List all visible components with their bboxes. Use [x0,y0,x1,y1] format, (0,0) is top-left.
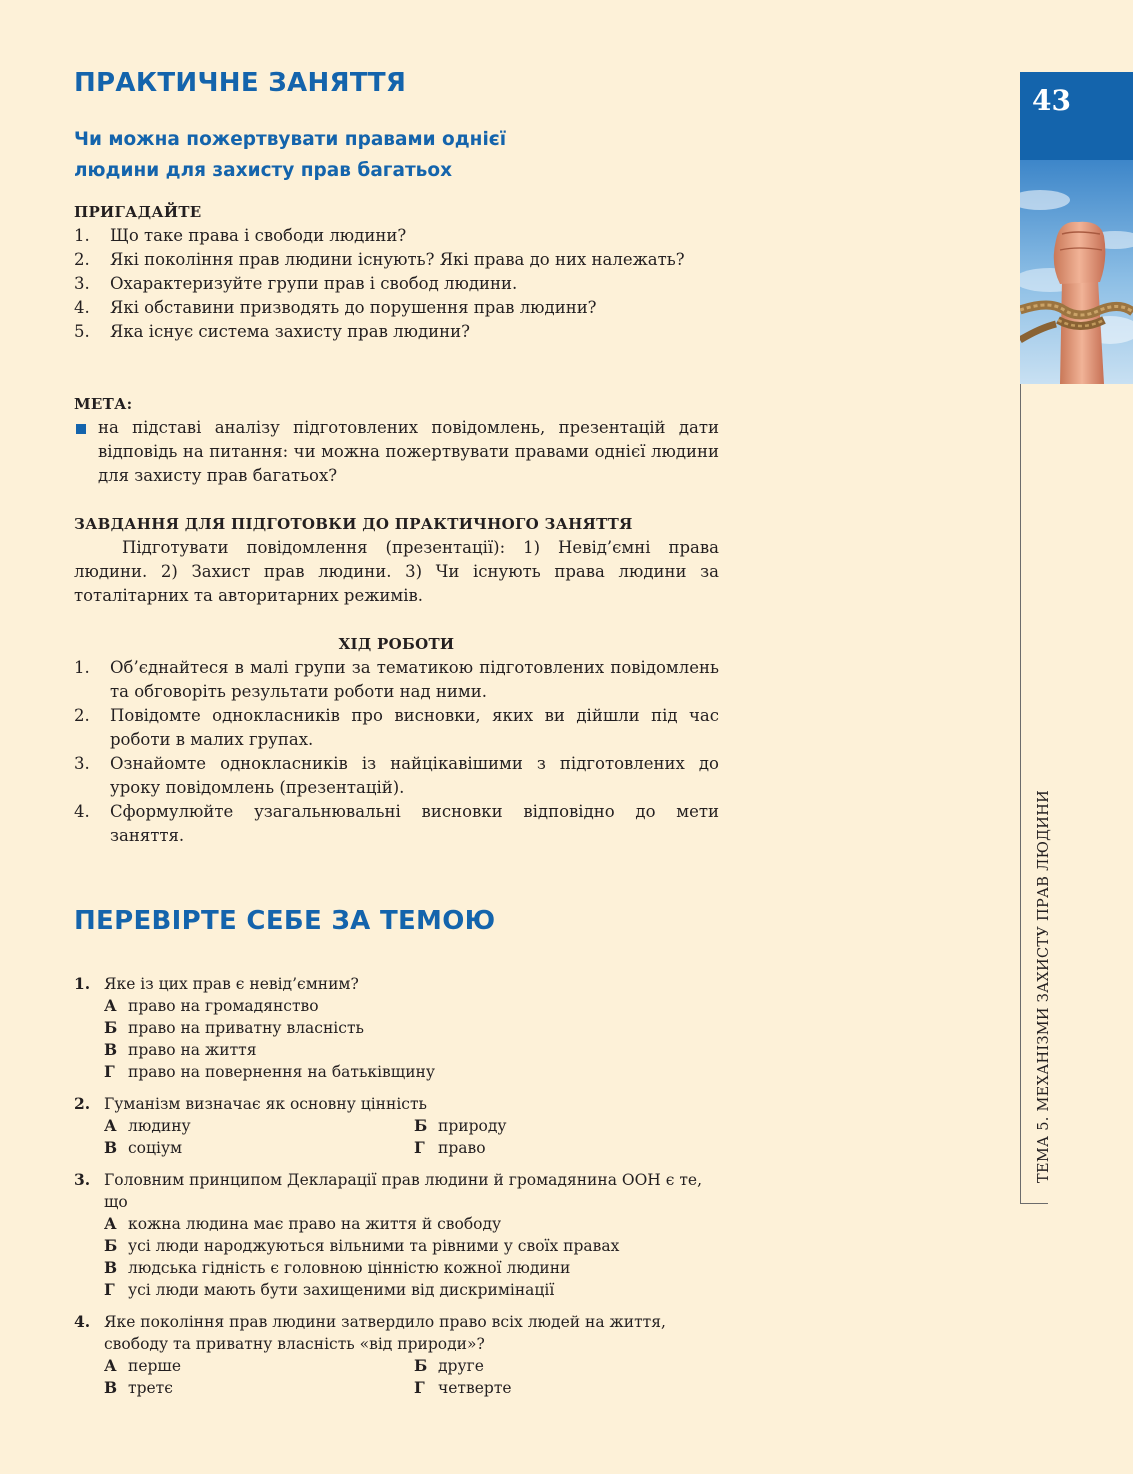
goal-label: МЕТА: [74,395,133,413]
question-text: Яке покоління прав людини затвердило право всіх людей на життя, свободу та приватну власність «від природи»? [104,1313,666,1353]
question-1: 1. Яке із цих прав є невід’ємним? А право на громадянство Б право на приватну власність В право на життя Г право на повернення на батьківщину [74,973,719,1083]
answer-option[interactable]: Б право на приватну власність [104,1018,364,1037]
square-bullet-icon [74,416,98,488]
practical-title: ПРАКТИЧНЕ ЗАНЯТТЯ [74,68,407,98]
prep-text: Підготувати повідомлення (презентації): 1) Невід’ємні права людини. 2) Захист прав людини. 3) Чи існують права людини за тоталітарних та авторитарних режимів. [74,538,719,605]
answer-option[interactable]: Г право на повернення на батьківщину [104,1062,435,1081]
answer-option[interactable]: А людину [104,1116,191,1135]
answer-option[interactable]: Г четверте [414,1378,512,1397]
answer-option[interactable]: Б друге [414,1356,484,1375]
list-item: 1. Що таке права і свободи людини? [74,226,407,245]
answer-option[interactable]: В право на життя [104,1040,257,1059]
practical-subtitle-line2: людини для захисту прав багатьох [74,160,453,181]
question-4: 4. Яке покоління прав людини затвердило право всіх людей на життя, свободу та приватну власність «від природи»? А перше Б друге В третє Г четверте [74,1311,719,1399]
answer-option[interactable]: Б природу [414,1116,507,1135]
list-item: 5. Яка існує система захисту прав людини? [74,322,470,341]
answer-option[interactable]: А кожна людина має право на життя й свободу [104,1214,502,1233]
list-item: 2. Повідомте однокласників про висновки, яких ви дійшли під час роботи в малих групах. [74,706,719,749]
practical-subtitle [74,124,506,186]
recall-section [74,200,719,344]
answer-option[interactable]: А право на громадянство [104,996,319,1015]
work-section [74,632,719,848]
list-item: 3. Ознайомте однокласників із найцікавішими з підготовлених до уроку повідомлень (презентацій). [74,754,719,797]
sidebar-divider-end [1020,1203,1048,1204]
answer-option[interactable]: В третє [104,1378,173,1397]
sidebar-divider [1020,384,1021,1204]
fist-rope-image [1020,160,1133,384]
question-text: Гуманізм визначає як основну цінність [104,1095,427,1113]
list-item: 2. Які покоління прав людини існують? Які права до них належать? [74,250,685,269]
prep-section [74,512,719,608]
list-item: 1. Об’єднайтеся в малі групи за тематикою підготовлених повідомлень та обговоріть результати роботи над ними. [74,658,719,701]
answer-option[interactable]: А перше [104,1356,182,1375]
page-number-box [1020,72,1133,160]
work-label: ХІД РОБОТИ [338,635,455,653]
goal-text: на підставі аналізу підготовлених повідомлень, презентацій дати відповідь на питання: чи можна пожертвувати правами однієї людини для захисту прав багатьох? [98,418,719,485]
answer-option[interactable]: Б усі люди народжуються вільними та рівними у своїх правах [104,1236,620,1255]
answer-option[interactable]: В соціум [104,1138,183,1157]
test-title: ПЕРЕВІРТЕ СЕБЕ ЗА ТЕМОЮ [74,906,496,936]
question-3: 3. Головним принципом Декларації прав людини й громадянина ООН є те, що А кожна людина має право на життя й свободу Б усі люди народжуються вільними та рівними у своїх правах В людська гідність є головною цінністю кожної людини Г усі люди мають бути захищеними від дискримінації [74,1169,719,1301]
practical-subtitle-line1: Чи можна пожертвувати правами однієї [74,129,507,150]
goal-section [74,392,719,488]
list-item: 4. Які обставини призводять до порушення прав людини? [74,298,597,317]
question-text: Головним принципом Декларації прав людини й громадянина ООН є те, що [104,1171,703,1211]
page-number: 43 [1032,84,1071,117]
sidebar-topic-label: ТЕМА 5. МЕХАНІЗМИ ЗАХИСТУ ПРАВ ЛЮДИНИ [1036,789,1052,1183]
recall-label: ПРИГАДАЙТЕ [74,203,202,221]
question-2: 2. Гуманізм визначає як основну цінність А людину Б природу В соціум Г право [74,1093,719,1159]
list-item: 4. Сформулюйте узагальнювальні висновки відповідно до мети заняття. [74,802,719,845]
answer-option[interactable]: Г усі люди мають бути захищеними від дискримінації [104,1280,555,1299]
fist-rope-illustration [1020,160,1133,384]
list-item: 3. Охарактеризуйте групи прав і свобод людини. [74,274,518,293]
goal-item [74,416,719,488]
prep-label: ЗАВДАННЯ ДЛЯ ПІДГОТОВКИ ДО ПРАКТИЧНОГО ЗАНЯТТЯ [74,515,633,533]
answer-option[interactable]: Г право [414,1138,486,1157]
question-text: Яке із цих прав є невід’ємним? [104,975,359,993]
answer-option[interactable]: В людська гідність є головною цінністю кожної людини [104,1258,571,1277]
